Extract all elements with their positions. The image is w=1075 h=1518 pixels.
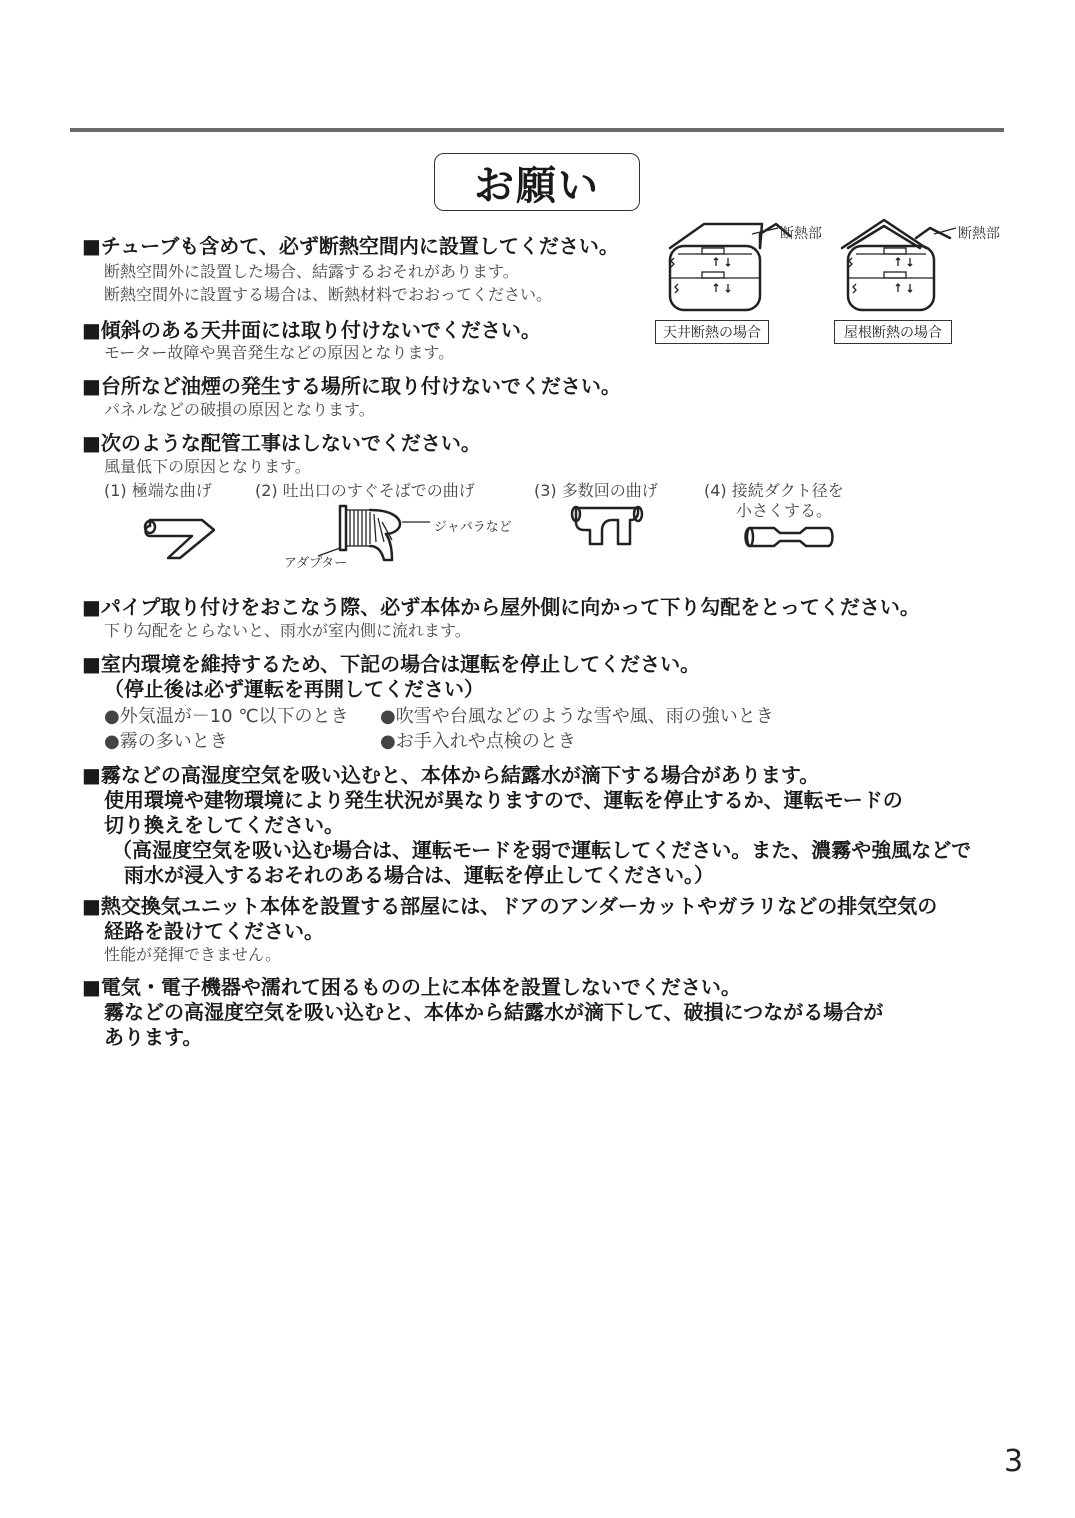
piping-item-4-label-line1: (4) 接続ダクト径を	[704, 481, 844, 500]
ceiling-callout: 断熱部	[780, 226, 822, 242]
pipe-slope-line-1: 下り勾配をとらないと、雨水が室内側に流れます。	[104, 621, 471, 640]
piping-line-1: 風量低下の原因となります。	[104, 457, 311, 476]
exhaust-line-1: 性能が発揮できません。	[104, 945, 281, 964]
electric-heading: ■電気・電子機器や濡れて困るものの上に本体を設置しないでください。	[82, 975, 741, 999]
extreme-bend-illustration	[140, 510, 230, 560]
multiple-bends-illustration	[568, 500, 648, 550]
tube-line-2: 断熱空間外に設置する場合は、断熱材料でおおってください。	[104, 285, 553, 304]
tube-line-1: 断熱空間外に設置した場合、結露するおそれがあります。	[104, 262, 519, 281]
ceiling-caption: 天井断熱の場合	[655, 320, 769, 344]
kitchen-heading: ■台所など油煙の発生する場所に取り付けないでください。	[82, 374, 621, 398]
piping-item-1-label: (1) 極端な曲げ	[104, 481, 212, 500]
roof-caption: 屋根断熱の場合	[834, 320, 952, 344]
fog-line-1: 使用環境や建物環境により発生状況が異なりますので、運転を停止するか、運転モードの	[104, 788, 903, 812]
roof-callout: 断熱部	[958, 226, 1000, 242]
slope-line-1: モーター故障や異音発生などの原因となります。	[104, 343, 455, 362]
bellows-callout: ジャバラなど	[434, 520, 512, 535]
slope-heading: ■傾斜のある天井面には取り付けないでください。	[82, 318, 541, 342]
bellows-bend-illustration	[330, 500, 440, 566]
stop-heading: ■室内環境を維持するため、下記の場合は運転を停止してください。	[82, 652, 701, 676]
stop-bullet-2: ●吹雪や台風などのような雪や風、雨の強いとき	[380, 706, 774, 727]
piping-item-4-label-line2: 小さくする。	[736, 501, 833, 520]
stop-bullet-1: ●外気温が－10 ℃以下のとき	[104, 706, 349, 727]
fog-line-2: 切り換えをしてください。	[104, 813, 344, 837]
electric-line-2: あります。	[104, 1025, 203, 1049]
fog-heading: ■霧などの高湿度空気を吸い込むと、本体から結露水が滴下する場合があります。	[82, 763, 820, 787]
adapter-callout: アダプター	[284, 556, 348, 571]
reduced-diameter-illustration	[744, 524, 836, 550]
page-title: お願い	[434, 153, 640, 211]
kitchen-line-1: パネルなどの破損の原因となります。	[104, 400, 375, 419]
stop-heading-2: （停止後は必ず運転を再開してください）	[104, 677, 484, 701]
pipe-slope-heading: ■パイプ取り付けをおこなう際、必ず本体から屋外側に向かって下り勾配をとってください。	[82, 595, 920, 619]
fog-line-3: （高湿度空気を吸い込む場合は、運転モードを弱で運転してください。また、濃霧や強風などで	[112, 838, 972, 862]
piping-item-3-label: (3) 多数回の曲げ	[534, 481, 658, 500]
piping-heading: ■次のような配管工事はしないでください。	[82, 431, 481, 455]
stop-bullet-3: ●霧の多いとき	[104, 731, 228, 752]
page-number: 3	[1004, 1444, 1024, 1479]
tube-heading: ■チューブも含めて、必ず断熱空間内に設置してください。	[82, 234, 619, 258]
piping-item-2-label: (2) 吐出口のすぐそばでの曲げ	[255, 481, 475, 500]
top-rule	[70, 128, 1004, 132]
stop-bullet-4: ●お手入れや点検のとき	[380, 731, 576, 752]
electric-line-1: 霧などの高湿度空気を吸い込むと、本体から結露水が滴下して、破損につながる場合が	[104, 1000, 884, 1024]
exhaust-heading: ■熱交換気ユニット本体を設置する部屋には、ドアのアンダーカットやガラリなどの排気空気の	[82, 894, 938, 918]
exhaust-heading-2: 経路を設けてください。	[104, 919, 324, 943]
fog-line-4: 雨水が浸入するおそれのある場合は、運転を停止してください。）	[124, 863, 714, 887]
